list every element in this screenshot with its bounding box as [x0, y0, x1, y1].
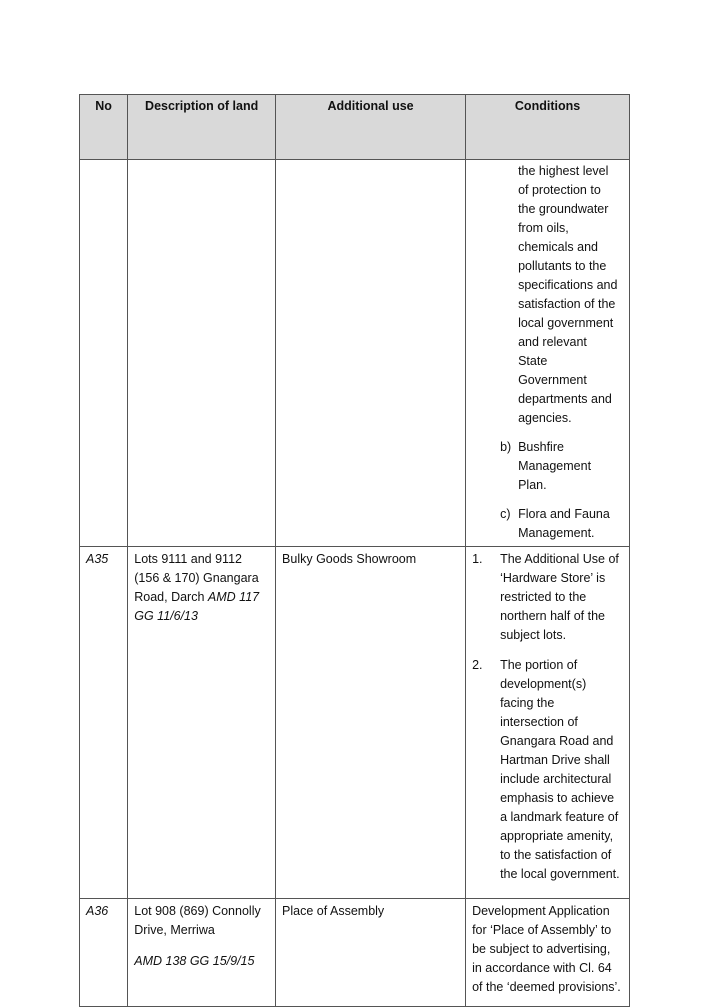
additional-use-a36: Place of Assembly: [282, 904, 385, 918]
cell-conditions-a35: [466, 547, 630, 899]
cell-conditions-continued: [466, 160, 630, 547]
amendment-a35: AMD 117 GG 11/6/13: [134, 590, 260, 623]
condition-item-c-label: c): [500, 507, 511, 521]
header-no: No: [80, 95, 128, 160]
condition-item-b: [472, 438, 623, 495]
cell-no-a36: [80, 899, 128, 1007]
table-row-continued: [80, 160, 630, 547]
cell-no-a35: [80, 547, 128, 899]
condition-1-label: 1.: [472, 552, 483, 566]
cell-additional-use-a35: [276, 547, 466, 899]
condition-2-a35: [472, 656, 623, 884]
header-additional-use: Additional use: [276, 95, 466, 160]
header-conditions: Conditions: [466, 95, 630, 160]
conditions-a36: Development Application for ‘Place of Assembly’ to be subject to advertising, in accordance with Cl. 64 of the ‘deemed provisions’.: [472, 904, 621, 994]
additional-use-a35: Bulky Goods Showroom: [282, 552, 417, 566]
cell-description-a35: [128, 547, 276, 899]
header-description: Description of land: [128, 95, 276, 160]
additional-use-table: [79, 94, 630, 1007]
condition-continued-text: the highest level of protection to the groundwater from oils, chemicals and pollutants to the specifications and satisfaction of the local government and relevant State Government departments and agencies.: [518, 164, 618, 425]
table-row-a35: [80, 547, 630, 899]
table-row-a36: [80, 899, 630, 1007]
cell-no-empty: [80, 160, 128, 547]
amendment-a36: AMD 138 GG 15/9/15: [134, 954, 255, 968]
cell-additional-use-empty: [276, 160, 466, 547]
condition-item-b-label: b): [500, 440, 512, 454]
condition-1-text: The Additional Use of ‘Hardware Store’ is restricted to the northern half of the subject lots.: [500, 552, 619, 642]
condition-1-a35: [472, 550, 623, 645]
condition-2-label: 2.: [472, 658, 483, 672]
row-number-a36: A36: [86, 904, 109, 918]
description-a36: Lot 908 (869) Connolly Drive, Merriwa: [134, 904, 261, 937]
cell-conditions-a36: [466, 899, 630, 1007]
condition-2-text: The portion of development(s) facing the intersection of Gnangara Road and Hartman Drive shall include architectural emphasis to achieve a landmark feature of appropriate amenity, to the satisfaction of the local government.: [500, 658, 620, 881]
table-header-row: [80, 95, 630, 160]
cell-description-empty: [128, 160, 276, 547]
row-number-a35: A35: [86, 552, 109, 566]
description-a35: Lots 9111 and 9112 (156 & 170) Gnangara Road, Darch: [134, 552, 259, 604]
condition-item-c: [472, 505, 623, 543]
cell-description-a36: [128, 899, 276, 1007]
cell-additional-use-a36: [276, 899, 466, 1007]
condition-item-b-text: Bushfire Management Plan.: [518, 440, 592, 492]
condition-item-c-text: Flora and Fauna Management.: [518, 507, 610, 540]
